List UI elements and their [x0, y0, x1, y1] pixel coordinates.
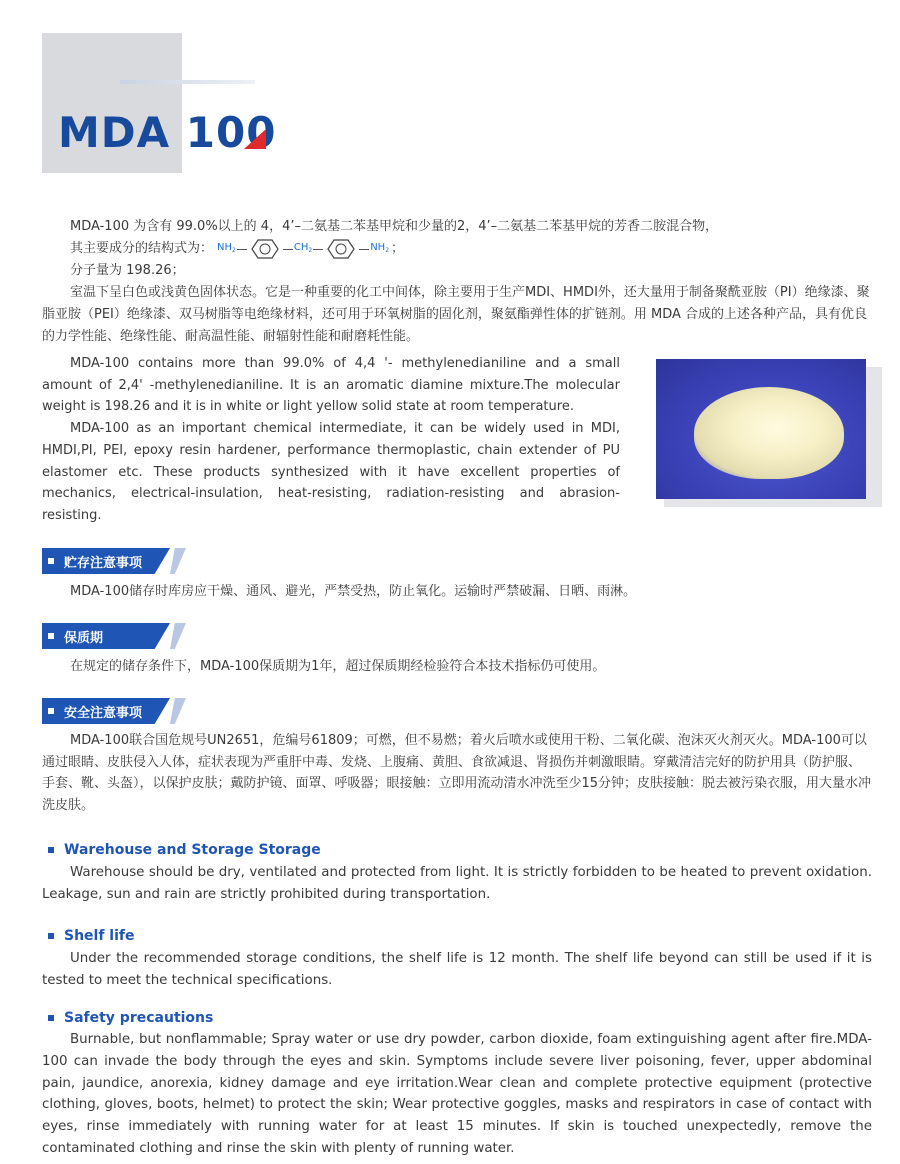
bullet-square-icon [48, 708, 54, 714]
intro-en-para1: MDA-100 contains more than 99.0% of 4,4 '- methylenedianiline and a small amount of 2,4' -methylenedianiline. It is an aromatic diamine mixture.The molecular weight is 198.26 and it is in white or light yellow solid state at room temperature. [42, 356, 620, 415]
section-heading-shelf-cn: 保质期 [42, 623, 182, 649]
intro-en-para2: MDA-100 as an important chemical intermediate, it can be widely used in MDI, HMDI,PI, PEI, epoxy resin hardener, performance thermoplastic, chain extender of PU elastomer etc. These products synthesized with it have excellent properties of mechanics, electrical-insulation, heat-resisting, radiation-resisting and abrasion-resisting. [42, 421, 620, 523]
formula-ch2: $CH_2$ [293, 241, 313, 254]
formula-nh2-right: $NH_2$ [370, 241, 390, 254]
section-heading-storage-en: Warehouse and Storage Storage [42, 840, 321, 860]
bullet-square-icon [48, 1015, 54, 1021]
section-heading-safety-en: Safety precautions [42, 1008, 213, 1028]
product-photo [656, 359, 866, 499]
section-text-storage-en: Warehouse should be dry, ventilated and protected from light. It is strictly forbidden to be heated to prevent oxidation. Leakage, sun and rain are strictly prohibited during transportation. [42, 865, 872, 902]
structural-formula [217, 237, 404, 262]
formula-bond [237, 249, 247, 250]
bullet-square-icon [48, 847, 54, 853]
page-title: MDA 100 [58, 108, 277, 157]
intro-cn-para: 室温下呈白色或浅黄色固体状态。它是一种重要的化工中间体，除主要用于生产MDI、HMDI外，还大量用于制备聚酰亚胺（PI）绝缘漆、聚脂亚胺（PEI）绝缘漆、双马树脂等电绝缘材料，还可用于环氧树脂的固化剂，聚氨酯弹性体的扩链剂。用 MDA 合成的上述各种产品，具有优良的力学性能、绝缘性能、耐高温性能、耐辐射性能和耐磨耗性能。 [42, 285, 870, 344]
formula-end: ； [391, 241, 405, 256]
section-text-shelf-cn: 在规定的储存条件下，MDA-100保质期为1年，超过保质期经检验符合本技术指标仍可使用。 [70, 659, 606, 674]
formula-prefix: 其主要成分的结构式为： [70, 241, 214, 256]
intro-en [42, 353, 620, 527]
title-accent-line [120, 80, 255, 84]
section-text-safety-en: Burnable, but nonflammable; Spray water or use dry powder, carbon dioxide, foam extinguishing agent after fire.MDA-100 can invade the body through the eyes and skin. Symptoms include severe liver poisoning, fever, upper abdominal pain, jaundice, anorexia, kidney damage and eye irritation.Wear clean and complete protective equipment (protective clothing, gloves, boots, helmet) to protect the skin; Wear protective goggles, masks and respirators in case of contact with eyes, rinse immediately with running water for at least 15 minutes. If skin is touched unexpectedly, remove the contaminated clothing and rinse the skin with plenty of running water. [42, 1032, 872, 1156]
intro-cn [42, 216, 872, 348]
benzene-ring-icon [327, 239, 355, 259]
formula-bond [313, 249, 323, 250]
section-heading-safety-cn: 安全注意事项 [42, 698, 182, 724]
section-heading-storage-cn: 贮存注意事项 [42, 548, 182, 574]
structural-formula-line [42, 238, 872, 260]
formula-bond [283, 249, 293, 250]
intro-cn-line1: MDA-100 为含有 99.0%以上的 4，4’–二氨基二苯基甲烷和少量的2，4’–二氨基二苯基甲烷的芳香二胺混合物， [70, 219, 719, 234]
product-pile-image [694, 387, 844, 479]
bullet-square-icon [48, 633, 54, 639]
title-red-triangle [244, 129, 266, 149]
intro-cn-line3: 分子量为 198.26； [70, 263, 185, 278]
section-text-storage-cn: MDA-100储存时库房应干燥、通风、避光，严禁受热，防止氧化。运输时严禁破漏、日晒、雨淋。 [70, 584, 637, 599]
bullet-square-icon [48, 558, 54, 564]
bullet-square-icon [48, 933, 54, 939]
section-text-shelf-en: Under the recommended storage conditions, the shelf life is 12 month. The shelf life beyond can still be used if it is tested to meet the technical specifications. [42, 951, 872, 988]
section-heading-shelf-en: Shelf life [42, 926, 135, 946]
section-text-safety-cn: MDA-100联合国危规号UN2651，危编号61809；可燃，但不易燃；着火后喷水或使用干粉、二氧化碳、泡沫灭火剂灭火。MDA-100可以通过眼睛、皮肤侵入人体，症状表现为严重肝中毒、发烧、上腹痛、黄胆、食欲减退、肾损伤并刺激眼睛。穿戴清洁完好的防护用具（防护服、手套、靴、头盔），以保护皮肤；戴防护镜、面罩、呼吸器；眼接触：立即用流动清水冲洗至少15分钟；皮肤接触：脱去被污染衣服，用大量水冲洗皮肤。 [42, 733, 872, 813]
benzene-ring-icon [251, 239, 279, 259]
formula-bond [359, 249, 369, 250]
formula-nh2-left: $NH_2$ [217, 241, 236, 254]
